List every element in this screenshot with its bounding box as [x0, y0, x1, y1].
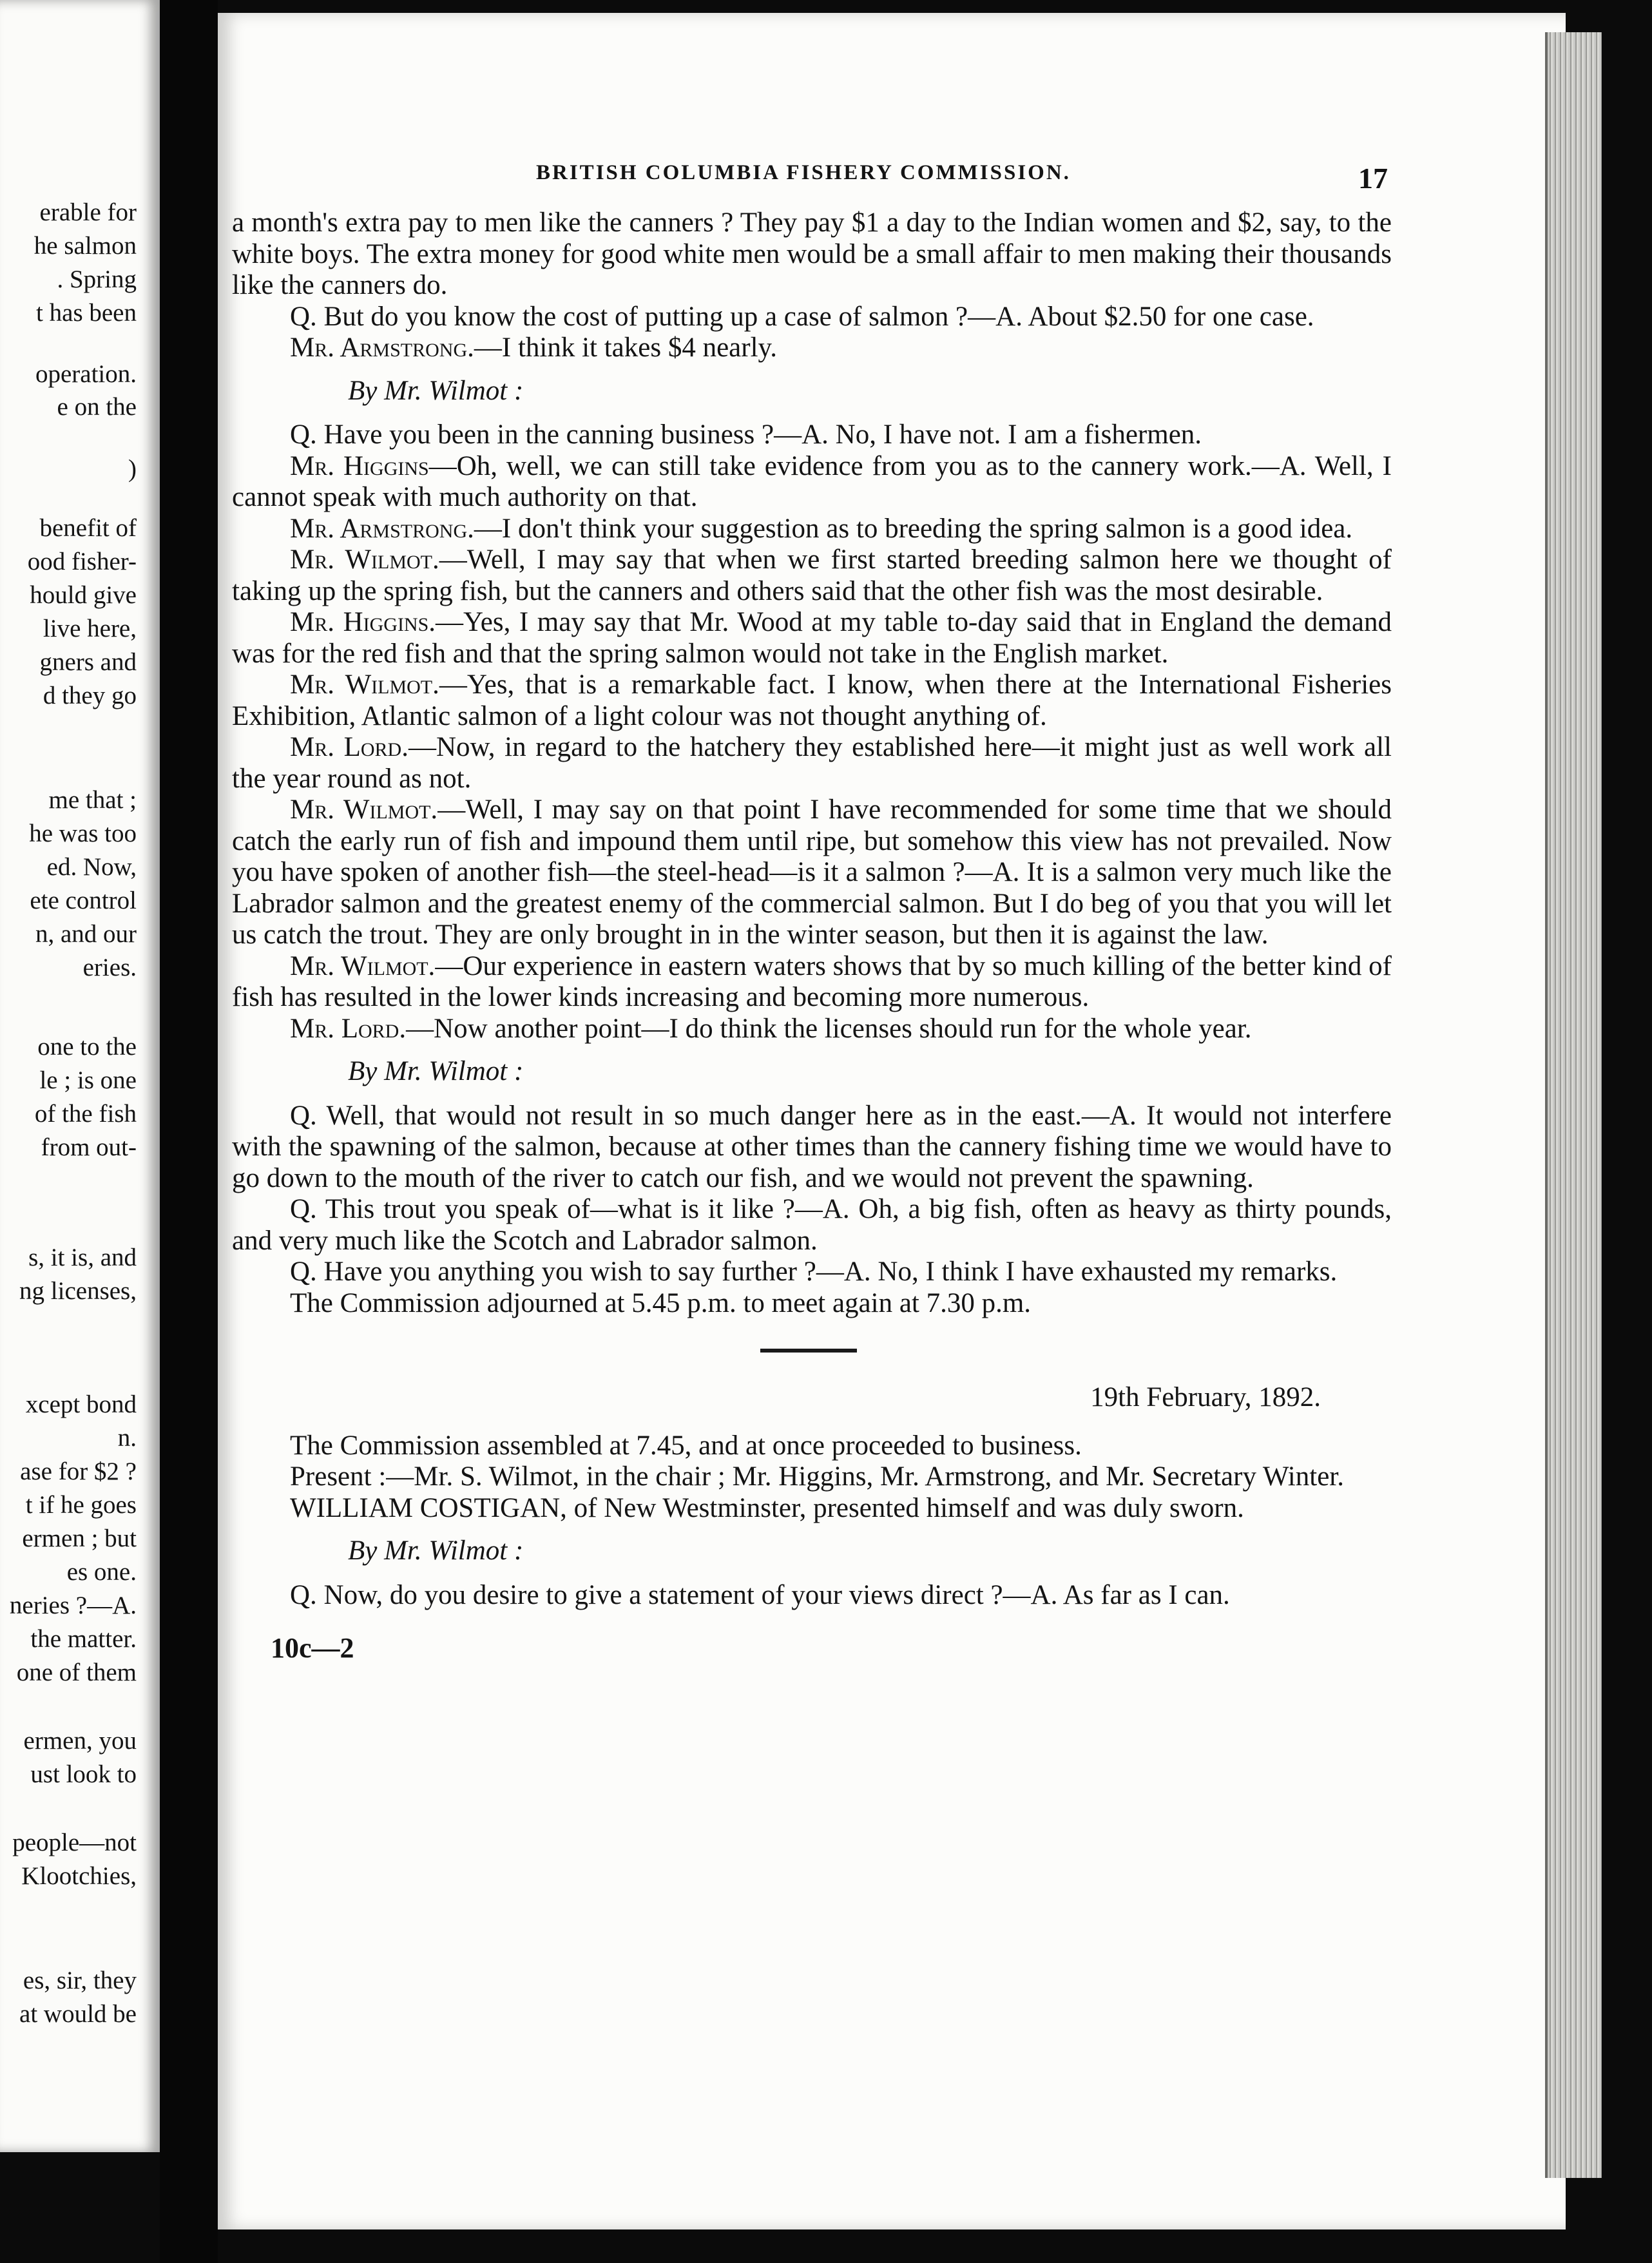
subheading: By Mr. Wilmot : [348, 1536, 524, 1566]
subheading: By Mr. Wilmot : [348, 1056, 524, 1086]
speaker: Mr. Wilmot. [290, 544, 439, 575]
left-page-line: the matter. [30, 1625, 137, 1653]
left-page-line: one of them [16, 1659, 137, 1686]
paragraph: Q. This trout you speak of—what is it like ?—A. Oh, a big fish, often as heavy as thirty pounds, and very much like the Scotch and Labrador salmon. [232, 1194, 1392, 1256]
paragraph: The Commission assembled at 7.45, and at once proceeded to business. [290, 1430, 1082, 1461]
speaker: Mr. Higgins [290, 450, 429, 481]
left-page-line: e on the [57, 393, 137, 421]
signature-mark: 10c—2 [271, 1632, 354, 1664]
speaker: Mr. Armstrong. [290, 332, 474, 363]
left-page-line: benefit of [39, 514, 137, 542]
left-page-line: ust look to [30, 1760, 137, 1788]
left-page-line: es one. [66, 1558, 137, 1586]
speaker: Mr. Wilmot. [290, 669, 439, 700]
speaker: Mr. Lord. [290, 1013, 407, 1044]
paragraph [232, 669, 1392, 732]
paragraph: Q. Now, do you desire to give a statement of your views direct ?—A. As far as I can. [290, 1579, 1230, 1610]
left-page-line: ng licenses, [19, 1277, 137, 1305]
left-page-line: ase for $2 ? [20, 1458, 137, 1485]
paragraph: The Commission adjourned at 5.45 p.m. to meet again at 7.30 p.m. [290, 1287, 1032, 1318]
speech: —Well, I may say on that point I have recommended for some time that we should catch the early run of fish and impound them until ripe, but somehow this view has not prevailed. Now you have spoken of another fish—the steel-head—is it a salmon ?—A. It is a salmon very much like the Labrador salmon and the greatest enemy of the commercial salmon. But I do beg of you that you will let us catch the trout. They are only brought in in the winter season, but then it is against the law. [232, 794, 1392, 950]
left-page-line: neries ?—A. [9, 1592, 137, 1619]
paragraph [232, 332, 1392, 364]
speech: —Well, I may say that when we first started breeding salmon here we thought of taking up the spring fish, but the canners and others said that the other fish was the most desirable. [232, 544, 1392, 606]
left-page-line: . Spring [57, 265, 137, 293]
speaker: Mr. Wilmot. [290, 794, 438, 825]
left-page-line: t if he goes [25, 1491, 137, 1519]
left-page-line: ood fisher- [27, 548, 137, 575]
left-page-line: es, sir, they [23, 1967, 137, 1994]
speaker: Mr. Higgins. [290, 607, 436, 637]
left-page-line: of the fish [34, 1100, 137, 1128]
speaker: Mr. Wilmot. [290, 950, 436, 981]
paragraph [232, 607, 1392, 669]
speech: —Yes, that is a remarkable fact. I know, when there at the International Fisheries Exhibition, Atlantic salmon of a light colour was not thought anything of. [232, 669, 1392, 731]
left-page-line: operation. [35, 360, 137, 388]
paragraph: Present :—Mr. S. Wilmot, in the chair ; Mr. Higgins, Mr. Armstrong, and Mr. Secretary Winter. [290, 1461, 1344, 1492]
left-page-line: me that ; [48, 786, 137, 814]
body-text [232, 207, 1392, 1664]
paragraph [232, 794, 1392, 951]
paragraph: WILLIAM COSTIGAN, of New Westminster, presented himself and was duly sworn. [290, 1492, 1244, 1523]
left-page-line: ete control [30, 887, 137, 914]
left-page-line: eries. [82, 954, 137, 981]
left-page-line: t has been [36, 299, 137, 327]
left-page-line: erable for [39, 198, 137, 226]
left-page-line: gners and [39, 648, 137, 676]
left-page-line: he salmon [34, 232, 137, 260]
left-page-line: ed. Now, [46, 853, 137, 881]
speech: —Now another point—I do think the licenses should run for the whole year. [406, 1013, 1252, 1044]
left-facing-page [0, 0, 160, 2152]
section-rule [760, 1349, 857, 1353]
left-page-line: at would be [19, 2000, 137, 2028]
speech: —Now, in regard to the hatchery they established here—it might just as well work all the year round as not. [232, 732, 1392, 794]
paragraph [232, 732, 1392, 794]
paragraph [232, 514, 1392, 545]
left-page-line: d they go [43, 682, 137, 709]
left-page-line: le ; is one [39, 1066, 137, 1094]
left-page-line: n, and our [35, 920, 137, 948]
left-page-line: from out- [41, 1133, 137, 1161]
speech: —I don't think your suggestion as to breeding the spring salmon is a good idea. [474, 513, 1353, 544]
left-page-line: he was too [29, 820, 137, 847]
paragraph [232, 451, 1392, 514]
paragraph: Q. But do you know the cost of putting up a case of salmon ?—A. About $2.50 for one case. [290, 301, 1314, 332]
paragraph: Q. Well, that would not result in so much danger here as in the east.—A. It would not interfere with the spawning of the salmon, because at other times than the cannery fishing time we would have to go down to the mouth of the river to catch our fish, and we would not prevent the spawning. [232, 1100, 1392, 1193]
left-page-line: n. [117, 1424, 137, 1452]
left-page-line: live here, [43, 615, 137, 642]
running-head: BRITISH COLUMBIA FISHERY COMMISSION. [536, 161, 1071, 184]
speaker: Mr. Armstrong. [290, 513, 474, 544]
page-number: 17 [1358, 162, 1388, 195]
left-page-line: s, it is, and [28, 1244, 137, 1271]
left-page-line: ermen, you [23, 1727, 137, 1755]
speech: —Oh, well, we can still take evidence from you as to the cannery work.—A. Well, I cannot speak with much authority on that. [232, 450, 1392, 512]
left-page-line: Klootchies, [21, 1862, 137, 1890]
book-gutter [160, 0, 218, 2263]
page-edges [1545, 32, 1602, 2178]
speech: —Our experience in eastern waters shows that by so much killing of the better kind of fish has resulted in the lower kinds increasing and becoming more numerous. [232, 950, 1392, 1012]
paragraph [232, 1014, 1392, 1045]
left-page-line: hould give [30, 581, 137, 609]
left-page-line: one to the [37, 1033, 137, 1061]
subheading: By Mr. Wilmot : [348, 375, 524, 406]
date-line: 19th February, 1892. [1090, 1382, 1321, 1412]
paragraph [232, 951, 1392, 1014]
left-page-line: xcept bond [25, 1391, 137, 1418]
left-page-line: ermen ; but [22, 1525, 137, 1552]
paragraph [232, 544, 1392, 607]
left-page-line: ) [128, 455, 137, 483]
speech: —Yes, I may say that Mr. Wood at my table to-day said that in England the demand was for the red fish and that the spring salmon would not take in the English market. [232, 607, 1392, 669]
left-page-line: people—not [12, 1829, 137, 1856]
paragraph: Q. Have you anything you wish to say further ?—A. No, I think I have exhausted my remarks. [290, 1257, 1338, 1287]
paragraph: a month's extra pay to men like the canners ? They pay $1 a day to the Indian women and $2, say, to the white boys. The extra money for good white men would be a small affair to men making their thousands like the canners do. [232, 207, 1392, 300]
speaker: Mr. Lord. [290, 732, 408, 762]
speech: —I think it takes $4 nearly. [474, 332, 777, 363]
paragraph: Q. Have you been in the canning business ?—A. No, I have not. I am a fishermen. [290, 419, 1202, 450]
